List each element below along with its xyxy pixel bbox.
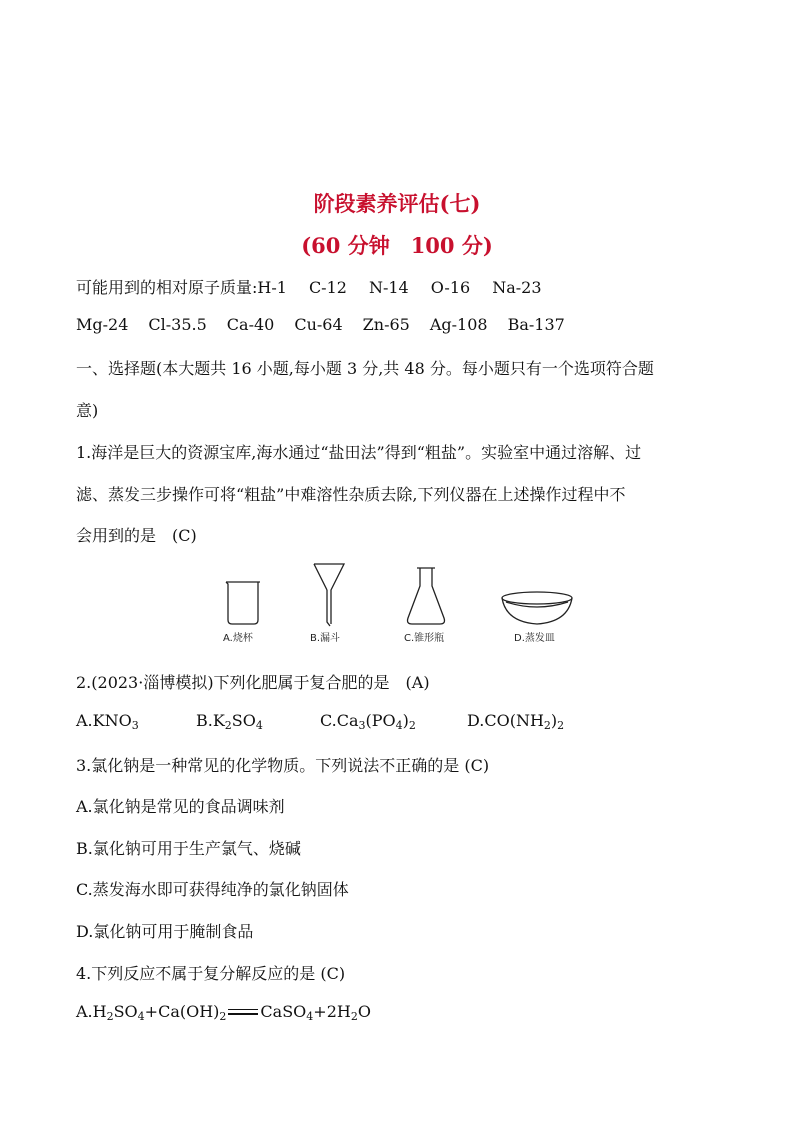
atomic-masses-line-1: [76, 275, 542, 298]
mass-item: O-16: [430, 278, 471, 297]
q3-option-b: B.氯化钠可用于生产氯气、烧碱: [76, 839, 301, 858]
q3-option-a: A.氯化钠是常见的食品调味剂: [76, 797, 285, 816]
beaker-icon: [226, 582, 260, 624]
q2-option-d: $D.CO(NH_2)_2$: [467, 711, 565, 732]
mass-item: Ba-137: [507, 315, 565, 334]
mass-item: 可能用到的相对原子质量:H-1: [76, 278, 287, 297]
q3-option-c: C.蒸发海水即可获得纯净的氯化钠固体: [76, 880, 349, 899]
q4-option-a: $A.H_2SO_4+Ca(OH)_2$ $CaSO_4+2H_2O$: [76, 1002, 371, 1023]
lab-apparatus-figure: [210, 560, 590, 650]
equals-sign-icon: [226, 1009, 260, 1015]
atomic-masses-line-2: [76, 315, 565, 334]
caption-a: A.烧杯: [223, 633, 253, 644]
mass-item: Ag-108: [429, 315, 488, 334]
q3-option-d: D.氯化钠可用于腌制食品: [76, 922, 254, 941]
q2-option-b: $B.K_2SO_4$: [196, 711, 263, 732]
q2-option-a: $A.KNO_3$: [76, 711, 139, 732]
mass-item: Na-23: [492, 278, 542, 297]
mass-item: Cl-35.5: [148, 315, 207, 334]
evaporating-dish-icon: [502, 592, 572, 624]
q4-stem: 4.下列反应不属于复分解反应的是 (C): [76, 964, 346, 983]
mass-item: N-14: [368, 278, 409, 297]
section-heading: 一、选择题(本大题共 16 小题,每小题 3 分,共 48 分。每小题只有一个选项符合题: [76, 359, 654, 378]
q2-option-c: $C.Ca_3(PO_4)_2$: [320, 711, 416, 732]
q1-stem-line-3: 会用到的是 (C): [76, 526, 197, 545]
mass-item: Cu-64: [294, 315, 343, 334]
caption-d: D.蒸发皿: [514, 633, 555, 644]
q3-stem: 3.氯化钠是一种常见的化学物质。下列说法不正确的是 (C): [76, 756, 490, 775]
mass-item: Mg-24: [76, 315, 129, 334]
section-heading-cont: 意): [76, 401, 99, 420]
page-title: 阶段素养评估(七): [313, 191, 481, 216]
q2-stem: 2.(2023·淄博模拟)下列化肥属于复合肥的是 (A): [76, 673, 430, 692]
mass-item: C-12: [308, 278, 347, 297]
mass-item: Zn-65: [362, 315, 410, 334]
mass-item: Ca-40: [226, 315, 275, 334]
caption-b: B.漏斗: [310, 633, 341, 644]
q1-stem-line-2: 滤、蒸发三步操作可将“粗盐”中难溶性杂质去除,下列仪器在上述操作过程中不: [76, 485, 626, 504]
conical-flask-icon: [408, 568, 445, 624]
q1-stem-line-1: 1.海洋是巨大的资源宝库,海水通过“盐田法”得到“粗盐”。实验室中通过溶解、过: [76, 443, 642, 462]
caption-c: C.锥形瓶: [404, 633, 445, 644]
page-subtitle: (60 分钟 100 分): [301, 233, 493, 258]
funnel-icon: [314, 564, 344, 626]
